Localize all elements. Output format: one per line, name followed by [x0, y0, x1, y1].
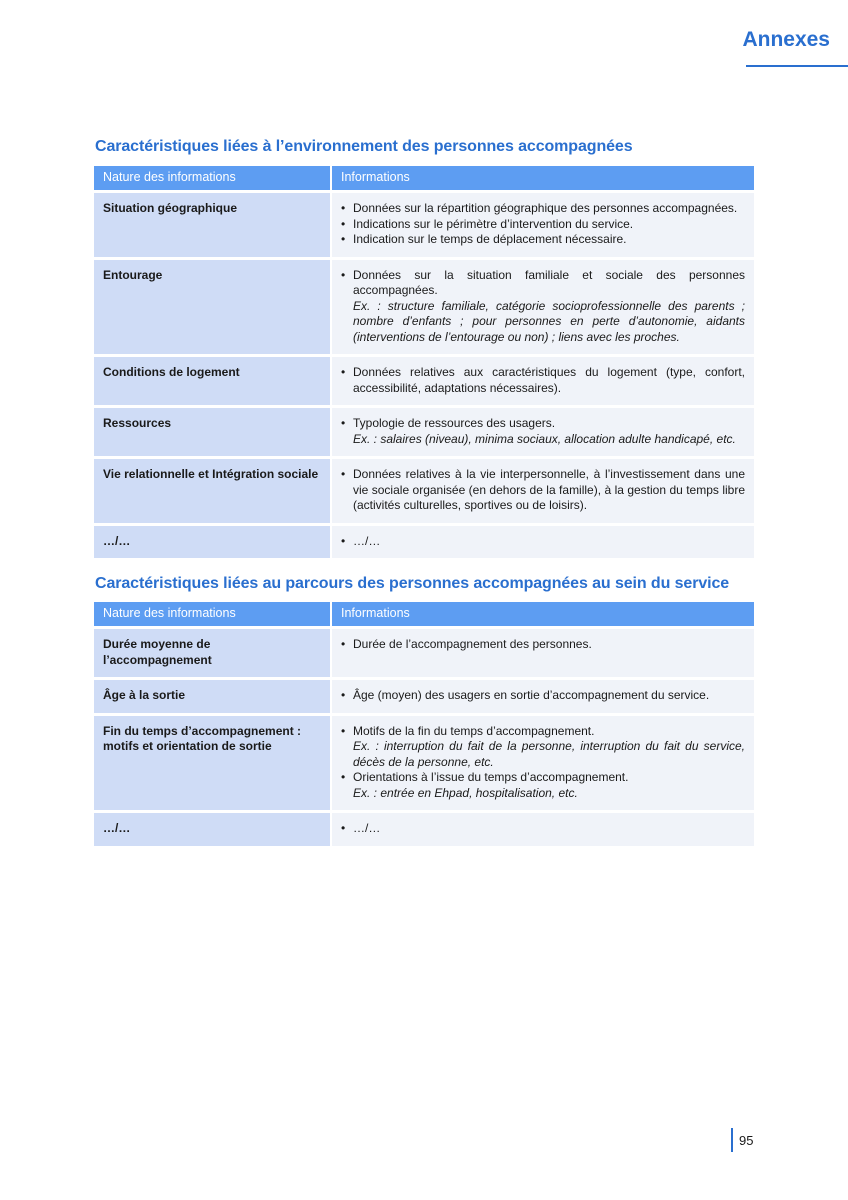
- informations-cell: [332, 408, 754, 456]
- nature-cell: …/…: [94, 813, 332, 846]
- table-parcours: [94, 599, 754, 849]
- example-text: Ex. : entrée en Ehpad, hospitalisation, etc.: [353, 785, 578, 800]
- bullet-text: Données sur la répartition géographique des personnes accompagnées.: [353, 201, 738, 215]
- bullet-item: [353, 201, 745, 217]
- bullet-list: [341, 268, 745, 346]
- table-row: [94, 408, 754, 456]
- nature-cell: Vie relationnelle et Intégration sociale: [94, 459, 332, 523]
- column-header-nature: Nature des informations: [94, 166, 332, 190]
- column-header-informations: Informations: [332, 166, 754, 190]
- bullet-list: [341, 416, 745, 447]
- informations-cell: [332, 680, 754, 713]
- informations-cell: [332, 260, 754, 355]
- nature-cell: Ressources: [94, 408, 332, 456]
- nature-cell: Durée moyenne de l’accompagnement: [94, 629, 332, 677]
- table-row: [94, 260, 754, 355]
- table-header-row: [94, 166, 754, 190]
- bullet-item: [353, 416, 745, 447]
- section-title-parcours: Caractéristiques liées au parcours des personnes accompagnées au sein du service: [95, 575, 730, 592]
- nature-cell: Âge à la sortie: [94, 680, 332, 713]
- bullet-text: Données sur la situation familiale et sociale des personnes accompagnées.: [353, 267, 745, 297]
- informations-cell: [332, 193, 754, 257]
- bullet-item: [353, 688, 745, 704]
- bullet-text: Durée de l’accompagnement des personnes.: [353, 637, 592, 651]
- table-row: [94, 680, 754, 713]
- bullet-item: [353, 467, 745, 514]
- informations-cell: [332, 629, 754, 677]
- bullet-text: Typologie de ressources des usagers.: [353, 416, 556, 430]
- section-title-environnement: Caractéristiques liées à l’environnement des personnes accompagnées: [95, 138, 633, 155]
- table-environnement: [94, 163, 754, 561]
- bullet-item: [353, 534, 745, 550]
- bullet-text: Indication sur le temps de déplacement nécessaire.: [353, 232, 627, 246]
- column-header-informations: Informations: [332, 602, 754, 626]
- nature-cell: Entourage: [94, 260, 332, 355]
- bullet-item: [353, 268, 745, 346]
- bullet-text: Données relatives aux caractéristiques du logement (type, confort, accessibilité, adaptations nécessaires).: [353, 365, 745, 395]
- bullet-item: [353, 365, 745, 396]
- nature-cell: Conditions de logement: [94, 357, 332, 405]
- bullet-text: …/…: [353, 533, 381, 548]
- example-text: Ex. : interruption du fait de la personne, interruption du fait du service, décès de la personne, etc.: [353, 739, 745, 769]
- bullet-text: Orientations à l’issue du temps d’accompagnement.: [353, 770, 629, 784]
- bullet-text: Motifs de la fin du temps d’accompagnement.: [353, 723, 595, 738]
- bullet-text: Indications sur le périmètre d’intervention du service.: [353, 216, 634, 231]
- header-rule: [746, 65, 848, 67]
- bullet-item: [353, 217, 745, 233]
- page-number: 95: [731, 1128, 753, 1152]
- table-row: [94, 716, 754, 811]
- table-row: [94, 813, 754, 846]
- nature-cell: Fin du temps d’accompagnement : motifs et orientation de sortie: [94, 716, 332, 811]
- nature-cell: …/…: [94, 526, 332, 559]
- bullet-list: [341, 688, 745, 704]
- table-row: [94, 526, 754, 559]
- bullet-list: [341, 467, 745, 514]
- bullet-item: [353, 770, 745, 801]
- bullet-list: [341, 534, 745, 550]
- bullet-list: [341, 724, 745, 802]
- bullet-list: [341, 201, 745, 248]
- column-header-nature: Nature des informations: [94, 602, 332, 626]
- bullet-text: Données relatives à la vie interpersonnelle, à l’investissement dans une vie sociale organisée (en dehors de la famille), à la gestion du temps libre (activités culturelles, sportives ou de loisirs).: [353, 467, 745, 512]
- bullet-text: …/…: [353, 821, 381, 835]
- page-header-annexes: Annexes: [742, 28, 830, 51]
- bullet-list: [341, 637, 745, 653]
- bullet-item: [353, 637, 745, 653]
- informations-cell: [332, 716, 754, 811]
- bullet-list: [341, 821, 745, 837]
- table-row: [94, 193, 754, 257]
- table-row: [94, 459, 754, 523]
- example-text: Ex. : structure familiale, catégorie socioprofessionnelle des parents ; nombre d’enfants ; pour personnes en perte d’autonomie, aidants (interventions de l’entourage ou non) ; liens avec les proches.: [353, 298, 745, 344]
- nature-cell: Situation géographique: [94, 193, 332, 257]
- example-text: Ex. : salaires (niveau), minima sociaux, allocation adulte handicapé, etc.: [353, 431, 736, 446]
- bullet-text: Âge (moyen) des usagers en sortie d’accompagnement du service.: [353, 688, 710, 702]
- bullet-item: [353, 232, 745, 248]
- bullet-item: [353, 821, 745, 837]
- informations-cell: [332, 357, 754, 405]
- bullet-item: [353, 724, 745, 771]
- informations-cell: [332, 813, 754, 846]
- informations-cell: [332, 459, 754, 523]
- bullet-list: [341, 365, 745, 396]
- informations-cell: [332, 526, 754, 559]
- table-row: [94, 629, 754, 677]
- table-header-row: [94, 602, 754, 626]
- table-row: [94, 357, 754, 405]
